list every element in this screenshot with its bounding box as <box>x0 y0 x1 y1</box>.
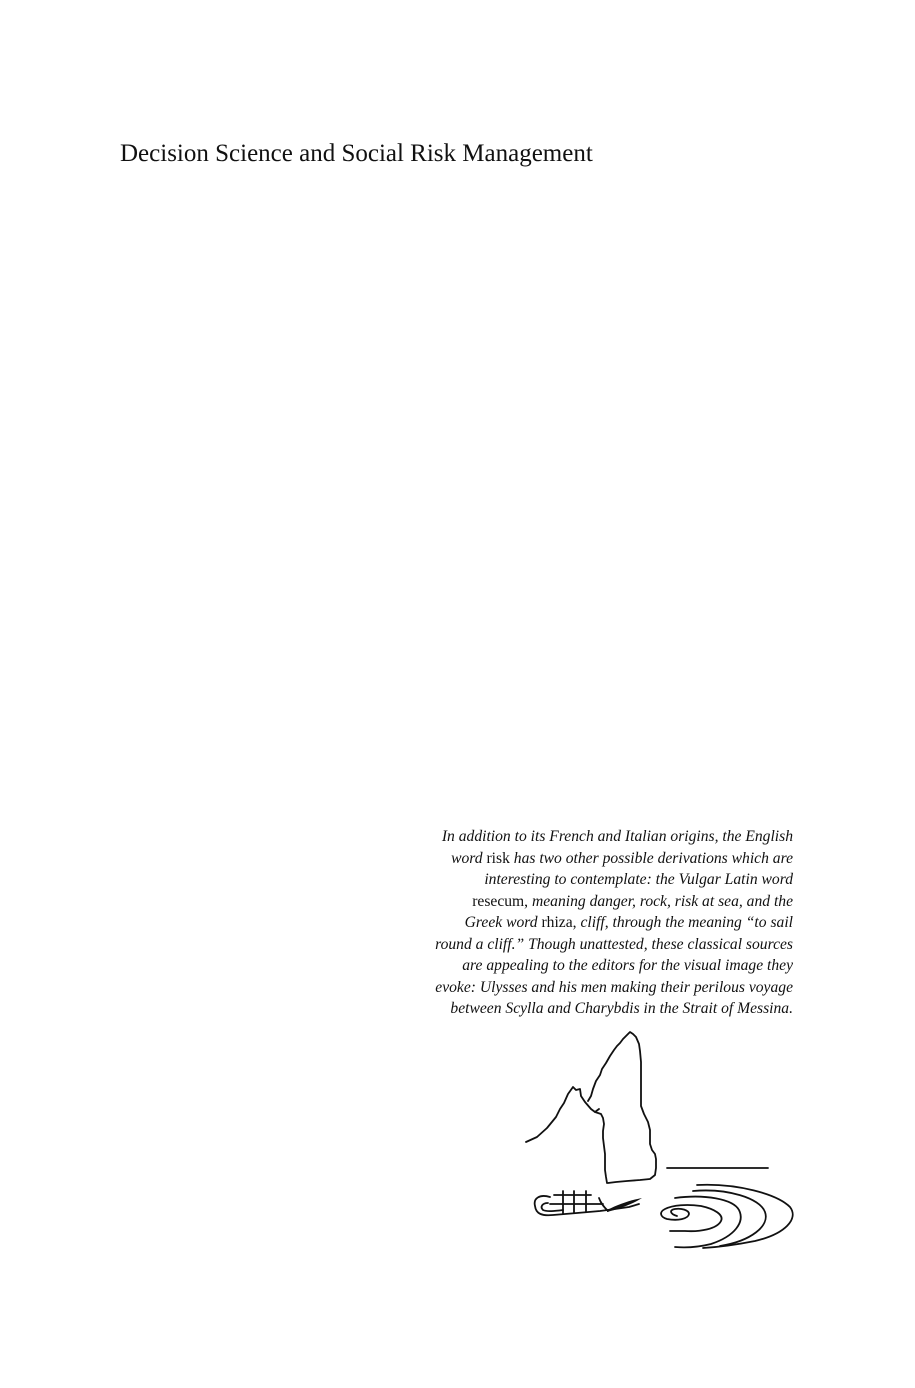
epigraph-line-2 <box>353 848 793 870</box>
cliff-ledge <box>595 1109 599 1112</box>
epigraph-line-9: between Scylla and Charybdis in the Strait of Messina. <box>450 1000 793 1017</box>
epigraph-term-resecum: resecum, <box>472 892 529 910</box>
epigraph-line-5 <box>353 912 793 934</box>
epigraph-line-1: In addition to its French and Italian origins, the English <box>441 828 793 845</box>
epigraph-line-8: evoke: Ulysses and his men making their perilous voyage <box>435 978 793 996</box>
cliff-outline <box>588 1032 656 1183</box>
epigraph <box>353 826 793 1020</box>
epigraph-line-4 <box>353 891 793 913</box>
epigraph-text: cliff, through the meaning “to sail <box>580 914 793 931</box>
epigraph-line-3: interesting to contemplate: the Vulgar Latin word <box>484 871 793 888</box>
epigraph-text: Greek word <box>464 914 538 931</box>
epigraph-term-rhiza: rhiza, <box>541 914 577 931</box>
epigraph-text: meaning danger, rock, risk at sea, and the <box>531 892 793 910</box>
epigraph-term-risk: risk <box>486 849 510 867</box>
cliff-ship-whirlpool-drawing <box>515 1026 800 1256</box>
whirlpool-spiral <box>661 1205 722 1231</box>
whirlpool-ring <box>693 1190 766 1246</box>
epigraph-line-6: round a cliff.” Though unattested, these classical sources <box>435 935 793 953</box>
epigraph-text: has two other possible derivations which are <box>513 849 793 867</box>
epigraph-line-7: are appealing to the editors for the visual image they <box>462 957 793 974</box>
page-title: Decision Science and Social Risk Management <box>120 140 593 167</box>
cliff-outline <box>526 1087 607 1183</box>
epigraph-text: word <box>451 849 483 867</box>
